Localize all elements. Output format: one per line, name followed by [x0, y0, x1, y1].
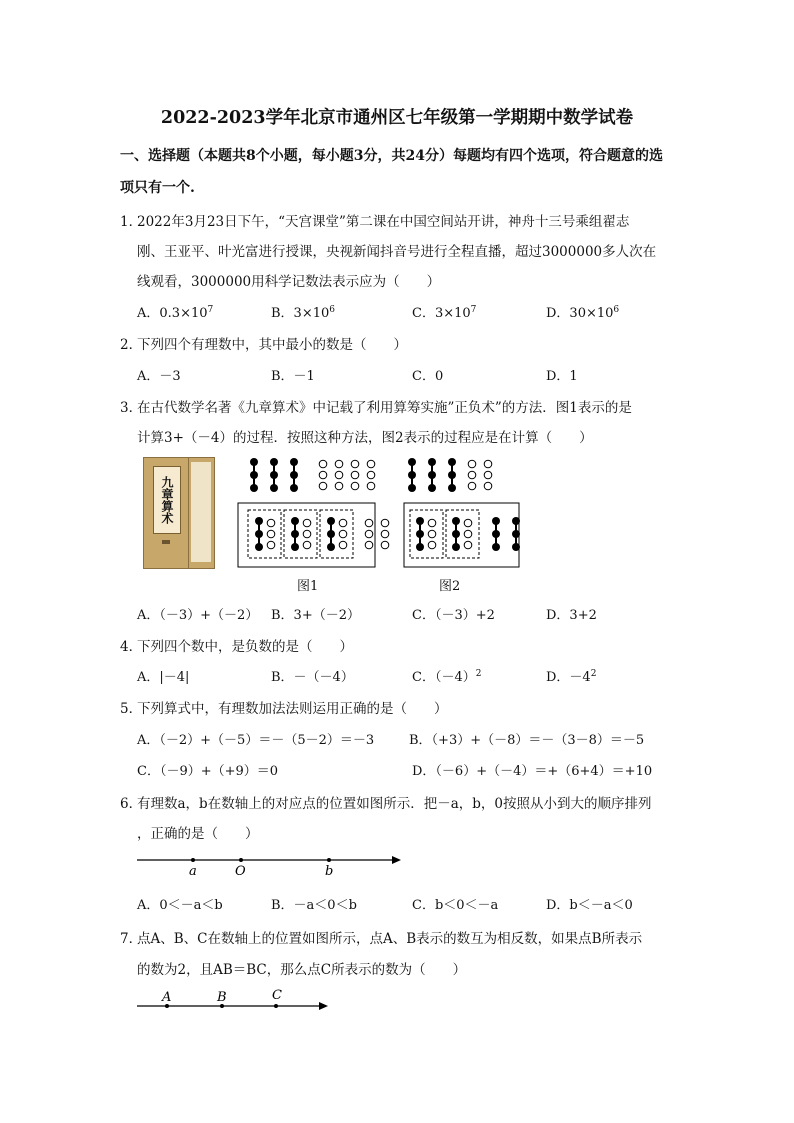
q6-label-b: b: [325, 864, 334, 879]
q1-number: 1．: [120, 214, 143, 230]
q6-number: 6．: [120, 796, 143, 812]
q6-text-line2: ，正确的是（ ）: [137, 826, 259, 842]
page-title: 2022-2023学年北京市通州区七年级第一学期期中数学试卷: [160, 108, 634, 128]
q3-number: 3．: [120, 400, 143, 416]
q2-text: 下列四个有理数中，其中最小的数是（ ）: [137, 337, 407, 353]
q7-text-line2: 的数为2，且AB＝BC，那么点C所表示的数为（ ）: [137, 962, 467, 978]
q6-option-b: B．－a＜0＜b: [271, 898, 357, 913]
figure1-label: 图1: [297, 579, 319, 594]
q3-text-line2: 计算3+（－4）的过程．按照这种方法，图2表示的过程应是在计算（ ）: [137, 430, 593, 446]
q1-option-a: A．$0.3\times 10^7$: [137, 305, 214, 321]
counting-rods-figures: [235, 455, 535, 570]
q3-option-c: C．（－3）+2: [412, 608, 495, 623]
q1-text-line2: 刚、王亚平、叶光富进行授课，央视新闻抖音号进行全程直播，超过3000000多人次在: [137, 244, 657, 260]
q7-label-b: B: [217, 990, 227, 1005]
q1-text-line3: 线观看，3000000用科学记数法表示应为（ ）: [137, 274, 441, 290]
book-cover-image: [143, 457, 215, 569]
q4-number: 4．: [120, 639, 143, 655]
q3-option-b: B．3+（－2）: [271, 608, 360, 623]
q6-option-a: A．0＜－a＜b: [137, 898, 223, 913]
q7-number: 7．: [120, 931, 143, 947]
q2-option-a: A．－3: [137, 369, 181, 384]
figure2-label: 图2: [439, 579, 461, 594]
q5-option-a: A．（－2）+（－5）＝－（5－2）＝－3: [137, 733, 375, 748]
q6-option-d: D．b＜－a＜0: [546, 898, 633, 913]
q2-option-d: D．1: [546, 369, 578, 384]
q2-option-c: C．0: [412, 369, 444, 384]
q6-number-line: [135, 850, 410, 880]
q5-option-d: D．（－6）+（－4）＝+（6+4）＝+10: [412, 764, 653, 779]
q3-option-a: A．（－3）+（－2）: [137, 608, 259, 623]
q6-label-o: O: [235, 864, 246, 879]
q4-option-c: C．$(-4)^2$: [412, 669, 482, 685]
q3-option-d: D．3+2: [546, 608, 597, 623]
q5-number: 5．: [120, 701, 143, 717]
q7-label-c: C: [272, 988, 282, 1003]
q4-text: 下列四个数中，是负数的是（ ）: [137, 639, 353, 655]
q7-number-line: [135, 985, 335, 1015]
q6-text-line1: 有理数a，b在数轴上的对应点的位置如图所示．把－a，b，0按照从小到大的顺序排列: [137, 796, 652, 812]
q5-option-b: B．（+3）+（－8）＝－（3－8）＝－5: [409, 733, 645, 748]
q3-text-line1: 在古代数学名著《九章算术》中记载了利用算筹实施”正负术”的方法．图1表示的是: [137, 400, 632, 416]
q7-label-a: A: [162, 990, 172, 1005]
q4-option-b: B．－（－4）: [271, 670, 354, 685]
q6-label-a: a: [189, 864, 197, 879]
q2-option-b: B．－1: [271, 369, 315, 384]
q1-option-c: C．$3\times 10^7$: [412, 305, 477, 321]
q7-text-line1: 点A、B、C在数轴上的位置如图所示，点A、B表示的数互为相反数，如果点B所表示: [137, 931, 643, 947]
q1-option-b: B．$3\times 10^6$: [271, 305, 335, 321]
q5-option-c: C．（－9）+（+9）＝0: [137, 764, 279, 779]
q4-option-d: D．$-4^2$: [546, 669, 597, 685]
q1-text-line1: 2022年3月23日下午，“天宫课堂”第二课在中国空间站开讲，神舟十三号乘组翟志: [137, 214, 630, 230]
q2-number: 2．: [120, 337, 143, 353]
book-title-text: 九章算术: [153, 466, 181, 534]
q6-option-c: C．b＜0＜－a: [412, 898, 499, 913]
q4-option-a: A．|－4|: [137, 670, 190, 685]
q5-text: 下列算式中，有理数加法法则运用正确的是（ ）: [137, 701, 448, 717]
section-heading-line1: 一、选择题（本题共8个小题，每小题3分，共24分）每题均有四个选项，符合题意的选: [120, 148, 663, 164]
q1-option-d: D．$30\times 10^6$: [546, 305, 620, 321]
section-heading-line2: 项只有一个.: [120, 180, 195, 196]
